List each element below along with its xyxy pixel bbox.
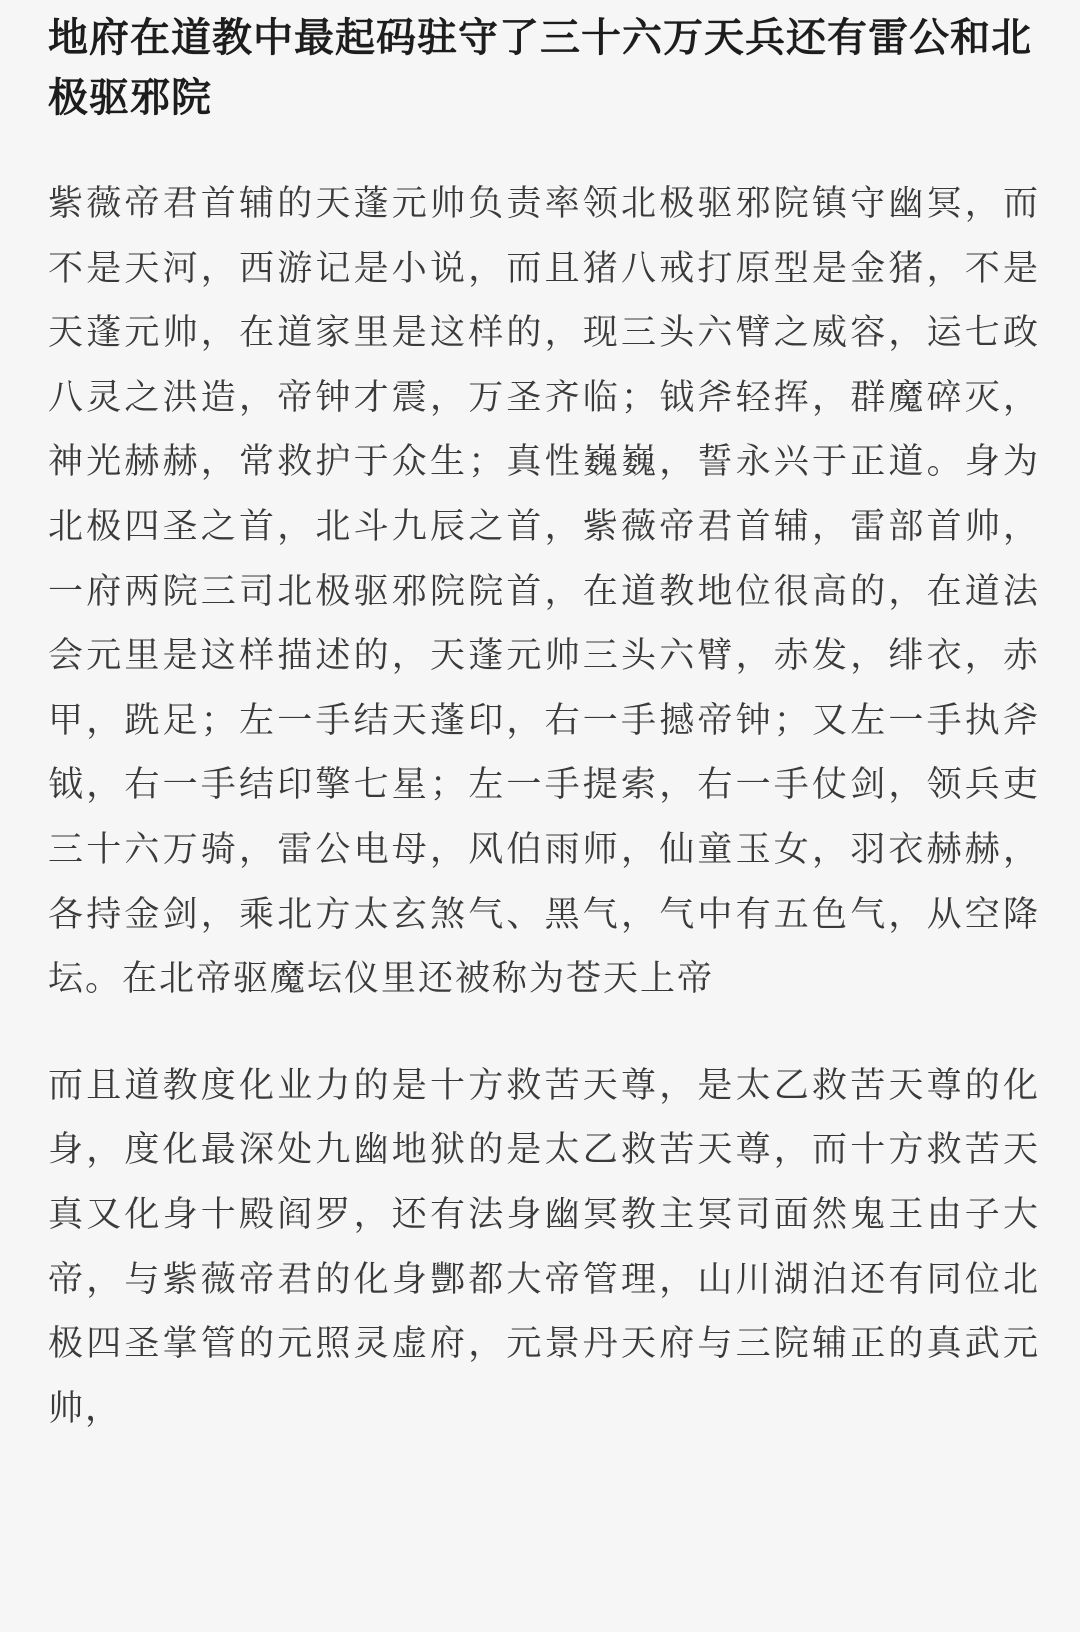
article-title: 地府在道教中最起码驻守了三十六万天兵还有雷公和北极驱邪院 — [48, 14, 1032, 121]
article-paragraph: 而且道教度化业力的是十方救苦天尊，是太乙救苦天尊的化身，度化最深处九幽地狱的是太乙救苦天尊，而十方救苦天真又化身十殿阎罗，还有法身幽冥教主冥司面然鬼王由子大帝，与紫薇帝君的化身酆都大帝管理，山川湖泊还有同位北极四圣掌管的元照灵虚府，元景丹天府与三院辅正的真武元帅， — [48, 1065, 1040, 1429]
article-paragraph: 紫薇帝君首辅的天蓬元帅负责率领北极驱邪院镇守幽冥，而不是天河，西游记是小说，而且猪八戒打原型是金猪，不是天蓬元帅，在道家里是这样的，现三头六臂之威容，运七政八灵之洪造，帝钟才震，万圣齐临；钺斧轻挥，群魔碎灭，神光赫赫，常救护于众生；真性巍巍，誓永兴于正道。身为北极四圣之首，北斗九辰之首，紫薇帝君首辅，雷部首帅，一府两院三司北极驱邪院院首，在道教地位很高的，在道法会元里是这样描述的，天蓬元帅三头六臂，赤发，绯衣，赤甲，跣足；左一手结天蓬印，右一手撼帝钟；又左一手执斧钺，右一手结印擎七星；左一手提索，右一手仗剑，领兵吏三十六万骑，雷公电母，风伯雨师，仙童玉女，羽衣赫赫，各持金剑，乘北方太玄煞气、黑气，气中有五色气，从空降坛。在北帝驱魔坛仪里还被称为苍天上帝 — [48, 184, 1040, 1000]
